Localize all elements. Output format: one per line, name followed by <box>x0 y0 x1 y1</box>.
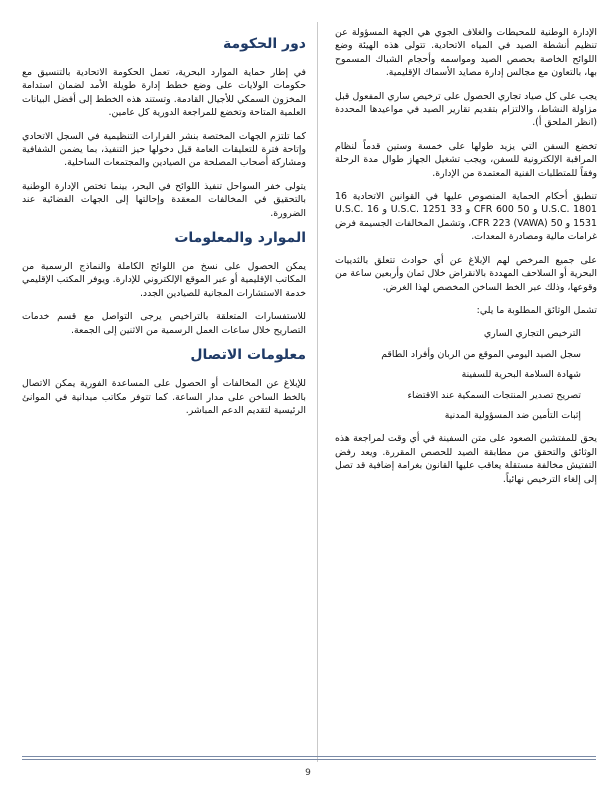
right-column <box>335 26 597 496</box>
body-paragraph: للاستفسارات المتعلقة بالتراخيص يرجى التواصل مع قسم خدمات التصاريح خلال ساعات العمل الرسمية من الاثنين إلى الجمعة. <box>22 311 306 336</box>
list-item: الترخيص التجاري الساري <box>483 328 581 340</box>
documents-list <box>335 327 597 422</box>
footer-rule <box>22 759 596 760</box>
list-item: تصريح تصدير المنتجات السمكية عند الاقتضاء <box>407 389 581 401</box>
section-heading-contact: معلومات الاتصال <box>190 347 306 364</box>
intro-paragraph: الإدارة الوطنية للمحيطات والغلاف الجوي هي الجهة المسؤولة عن تنظيم أنشطة الصيد في المياه الاتحادية. تتولى هذه الهيئة وضع اللوائح الخاصة بحصص الصيد ومواسمه وأحجام الشباك المسموح بها، بالتعاون مع مجالس إدارة مصايد الأسماك الإقليمية. <box>335 27 597 79</box>
footer-rule <box>22 756 596 757</box>
left-column <box>22 26 306 427</box>
statutes-paragraph: تنطبق أحكام الحماية المنصوص عليها في القوانين الاتحادية 16 U.S.C. 1801 و 50 CFR 600 و 33 U.S.C. 1251 و 16 U.S.C. 1531 و 50 CFR 223 (VAWA)، وتشمل المخالفات الجسيمة فرض غرامات مالية ومصادرة المعدات. <box>335 191 598 243</box>
list-item: شهادة السلامة البحرية للسفينة <box>461 369 581 381</box>
documents-intro: تشمل الوثائق المطلوبة ما يلي: <box>476 304 597 316</box>
column-separator <box>317 22 318 762</box>
vms-paragraph: تخضع السفن التي يزيد طولها على خمسة وستين قدماً لنظام المراقبة الإلكترونية للسفن، ويجب تشغيل الجهاز طوال مدة الرحلة وفقاً للمتطلبات الفنية المعتمدة من الإدارة. <box>335 140 597 179</box>
section-heading-government: دور الحكومة <box>222 36 306 52</box>
body-paragraph: يمكن الحصول على نسخ من اللوائح الكاملة والنماذج الرسمية من المكاتب الإقليمية أو عبر الموقع الإلكتروني للإدارة. ويوفر المكتب الإقليمي خدمة الاستشارات المجانية للصيادين الجدد. <box>22 261 306 299</box>
body-paragraph: للإبلاغ عن المخالفات أو الحصول على المساعدة الفورية يمكن الاتصال بالخط الساخن على مدار الساعة. كما تتوفر مكاتب ميدانية في الموانئ الرئيسية لتقديم الدعم المباشر. <box>22 378 306 416</box>
list-item: سجل الصيد اليومي الموقع من الربان وأفراد الطاقم <box>381 348 581 360</box>
body-paragraph: كما تلتزم الجهات المختصة بنشر القرارات التنظيمية في السجل الاتحادي وإتاحة فترة للتعليقات العامة قبل دخولها حيز التنفيذ، بما يضمن الشفافية ومشاركة أصحاب المصلحة من الصيادين والمجتمعات الساحلية. <box>22 130 306 169</box>
body-paragraph: في إطار حماية الموارد البحرية، تعمل الحكومة الاتحادية بالتنسيق مع حكومات الولايات على وضع خطط إدارة طويلة الأمد لضمان استدامة المخزون السمكي للأجيال القادمة. وتستند هذه الخطط إلى أفضل البيانات العلمية المتاحة وتخضع للمراجعة الدورية كل عامين. <box>22 67 306 119</box>
list-item: إثبات التأمين ضد المسؤولية المدنية <box>444 409 581 421</box>
page-number: 9 <box>305 768 311 778</box>
closing-paragraph: يحق للمفتشين الصعود على متن السفينة في أي وقت لمراجعة هذه الوثائق والتحقق من مطابقة الصيد للحصص المقررة. ويعد رفض التفتيش مخالفة مستقلة يعاقب عليها القانون بغرامة إضافية قد تصل إلى إلغاء الترخيص نهائياً. <box>335 433 597 485</box>
reporting-paragraph: على جميع المرخص لهم الإبلاغ عن أي حوادث تتعلق بالثدييات البحرية أو السلاحف المهددة بالانقراض خلال ثمان وأربعين ساعة من وقوعها، وذلك عبر الخط الساخن المخصص لهذا الغرض. <box>335 254 597 293</box>
body-paragraph: يتولى خفر السواحل تنفيذ اللوائح في البحر، بينما تختص الإدارة الوطنية بالتحقيق في المخالفات المعقدة وإحالتها إلى الجهات القضائية عند الضرورة. <box>22 180 306 219</box>
license-paragraph: يجب على كل صياد تجاري الحصول على ترخيص ساري المفعول قبل مزاولة النشاط، والالتزام بتقديم تقارير الصيد في مواعيدها المحددة (انظر الملحق أ). <box>335 90 597 129</box>
section-heading-resources: الموارد والمعلومات <box>174 230 306 247</box>
